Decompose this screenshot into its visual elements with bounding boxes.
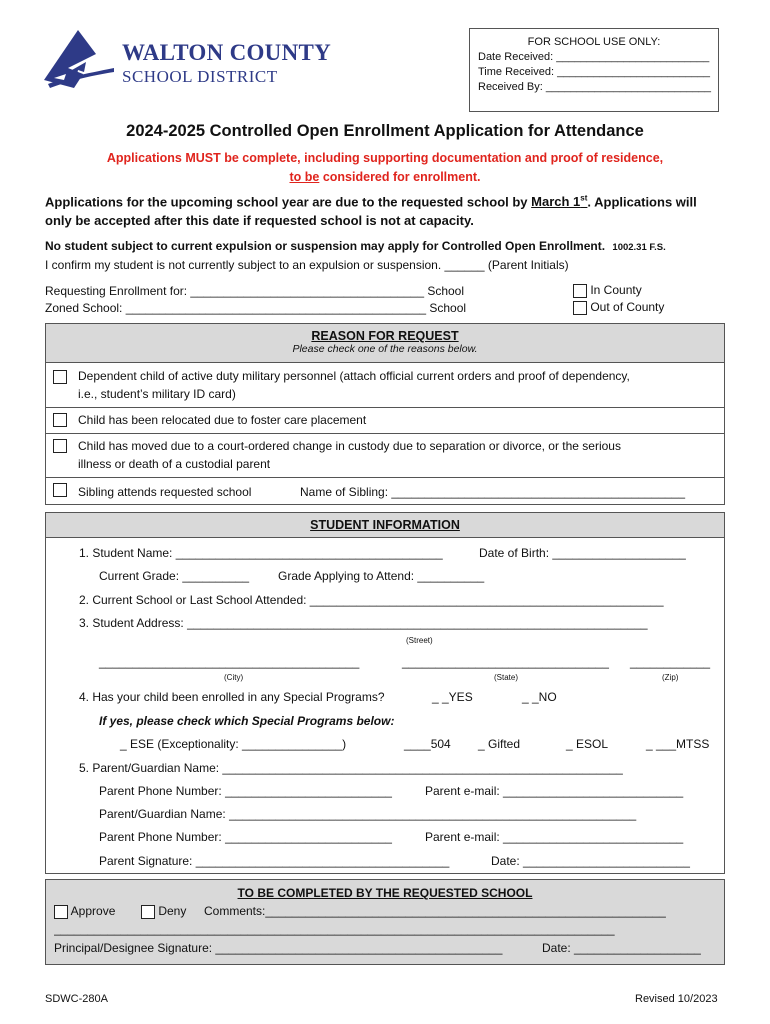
principal-signature-field[interactable]: Principal/Designee Signature: ___________________________________________ xyxy=(54,941,503,955)
comments-line-2[interactable]: ____________________________________________________________________________________ xyxy=(54,922,615,936)
current-school-field[interactable]: 2. Current School or Last School Attended: _____________________________________________________ xyxy=(79,593,664,607)
expulsion-line-1 xyxy=(45,239,666,253)
notice-rest: considered for enrollment. xyxy=(322,170,481,184)
in-county-option[interactable] xyxy=(573,283,642,298)
504-option[interactable]: ____504 xyxy=(404,737,451,751)
district-name: WALTON COUNTY xyxy=(122,40,332,65)
deny-checkbox[interactable] xyxy=(141,905,155,919)
expulsion-text: No student subject to current expulsion or suspension may apply for Controlled Open Enrollment. xyxy=(45,239,606,253)
comments-field[interactable]: Comments:____________________________________________________________ xyxy=(204,904,666,918)
requesting-school-field[interactable]: Requesting Enrollment for: ___________________________________ School xyxy=(45,284,465,298)
time-received-field[interactable]: Time Received: _________________________ xyxy=(478,66,711,78)
reason-header xyxy=(46,324,724,363)
revision-date: Revised 10/2023 xyxy=(635,993,718,1005)
date-received-field[interactable]: Date Received: _________________________ xyxy=(478,51,710,63)
approve-checkbox[interactable] xyxy=(54,905,68,919)
deadline-text: Applications for the upcoming school year are due to the requested school by xyxy=(45,194,528,210)
gifted-option[interactable]: _ Gifted xyxy=(478,737,521,751)
city-field[interactable]: _______________________________________ xyxy=(99,655,360,669)
guardian-name-field[interactable]: 5. Parent/Guardian Name: ____________________________________________________________ xyxy=(79,761,623,775)
expulsion-line-2[interactable]: I confirm my student is not currently subject to an expulsion or suspension. ______ (Parent Initials) xyxy=(45,258,569,272)
deadline-suffix: st xyxy=(580,194,588,203)
parent-phone-2-field[interactable]: Parent Phone Number: _________________________ xyxy=(99,830,392,844)
esol-option[interactable]: _ ESOL xyxy=(566,737,609,751)
parent-email-2-field[interactable]: Parent e-mail: ___________________________ xyxy=(425,830,684,844)
guardian-name-2-field[interactable]: Parent/Guardian Name: _____________________________________________________________ xyxy=(99,807,637,821)
grade-apply-field[interactable]: Grade Applying to Attend: __________ xyxy=(278,569,485,583)
notice-underlined: to be xyxy=(289,170,320,184)
military-text: Dependent child of active duty military personnel (attach official current orders and proof of dependency, xyxy=(78,369,630,383)
reason-sibling xyxy=(46,477,724,504)
no-option[interactable]: _ _NO xyxy=(522,690,557,704)
reason-heading: REASON FOR REQUEST xyxy=(311,329,459,343)
parent-signature-field[interactable]: Parent Signature: ______________________________________ xyxy=(99,854,450,868)
special-programs-instructions: If yes, please check which Special Programs below: xyxy=(99,714,395,728)
student-heading: STUDENT INFORMATION xyxy=(310,518,460,532)
state-field[interactable]: _______________________________ xyxy=(402,655,609,669)
sibling-name-field[interactable]: Name of Sibling: ____________________________________________ xyxy=(300,485,686,499)
sibling-text: Sibling attends requested school xyxy=(78,485,252,499)
parent-signature-date[interactable]: Date: _________________________ xyxy=(491,854,690,868)
student-section xyxy=(45,512,725,874)
reason-foster xyxy=(46,407,724,434)
approve-option[interactable] xyxy=(54,904,115,919)
school-use-box xyxy=(469,28,719,112)
reason-section xyxy=(45,323,725,505)
mtss-option[interactable]: _ ___MTSS xyxy=(646,737,710,751)
school-use-title: FOR SCHOOL USE ONLY: xyxy=(527,36,661,48)
zip-label: (Zip) xyxy=(662,673,679,682)
zoned-school-field[interactable]: Zoned School: _____________________________________________ School xyxy=(45,301,467,315)
deny-label: Deny xyxy=(158,904,187,918)
page-title: 2024-2025 Controlled Open Enrollment Application for Attendance xyxy=(126,122,644,140)
parent-email-field[interactable]: Parent e-mail: ___________________________ xyxy=(425,784,684,798)
notice-line-2 xyxy=(0,170,770,184)
foster-text: Child has been relocated due to foster care placement xyxy=(78,413,367,427)
foster-checkbox[interactable] xyxy=(53,413,67,427)
out-county-label: Out of County xyxy=(590,300,665,314)
city-label: (City) xyxy=(224,673,244,682)
state-label: (State) xyxy=(494,673,519,682)
deadline-line-1 xyxy=(45,194,697,209)
military-text-2: i.e., student’s military ID card) xyxy=(78,387,236,401)
deny-option[interactable] xyxy=(141,904,186,919)
out-county-option[interactable] xyxy=(573,300,664,315)
reason-military xyxy=(46,362,724,407)
out-county-checkbox[interactable] xyxy=(573,301,587,315)
student-header xyxy=(46,513,724,538)
school-heading: TO BE COMPLETED BY THE REQUESTED SCHOOL xyxy=(237,886,533,900)
reason-custody xyxy=(46,433,724,478)
student-name-field[interactable]: 1. Student Name: ________________________________________ xyxy=(79,546,443,560)
in-county-checkbox[interactable] xyxy=(573,284,587,298)
dob-field[interactable]: Date of Birth: ____________________ xyxy=(479,546,686,560)
yes-option[interactable]: _ _YES xyxy=(432,690,473,704)
custody-checkbox[interactable] xyxy=(53,439,67,453)
district-subtitle: SCHOOL DISTRICT xyxy=(122,67,278,86)
form-id: SDWC-280A xyxy=(45,993,108,1005)
parent-phone-field[interactable]: Parent Phone Number: _________________________ xyxy=(99,784,392,798)
student-address-field[interactable]: 3. Student Address: _____________________________________________________________________ xyxy=(79,616,648,630)
zip-field[interactable]: ____________ xyxy=(630,655,711,669)
reason-instructions: Please check one of the reasons below. xyxy=(292,343,478,355)
deadline-line-2: only be accepted after this date if requested school is not at capacity. xyxy=(45,213,474,228)
military-checkbox[interactable] xyxy=(53,370,67,384)
deadline-date: March 1 xyxy=(531,194,581,210)
street-label: (Street) xyxy=(406,636,433,645)
statute-ref: 1002.31 F.S. xyxy=(612,242,666,253)
current-grade-field[interactable]: Current Grade: __________ xyxy=(99,569,250,583)
sibling-checkbox[interactable] xyxy=(53,483,67,497)
approve-label: Approve xyxy=(70,904,116,918)
deadline-text-end: . Applications will xyxy=(587,194,697,210)
received-by-field[interactable]: Received By: ___________________________ xyxy=(478,81,712,93)
special-programs-question: 4. Has your child been enrolled in any Special Programs? xyxy=(79,690,385,704)
notice-line-1: Applications MUST be complete, including supporting documentation and proof of residence, xyxy=(106,151,664,165)
custody-text-2: illness or death of a custodial parent xyxy=(78,457,271,471)
principal-date-field[interactable]: Date: ___________________ xyxy=(542,941,701,955)
ese-option[interactable]: _ ESE (Exceptionality: _______________) xyxy=(120,737,347,751)
custody-text: Child has moved due to a court-ordered change in custody due to separation or divorce, or the serious xyxy=(78,439,621,453)
district-logo-icon xyxy=(44,28,118,94)
in-county-label: In County xyxy=(590,283,642,297)
school-section xyxy=(45,879,725,965)
